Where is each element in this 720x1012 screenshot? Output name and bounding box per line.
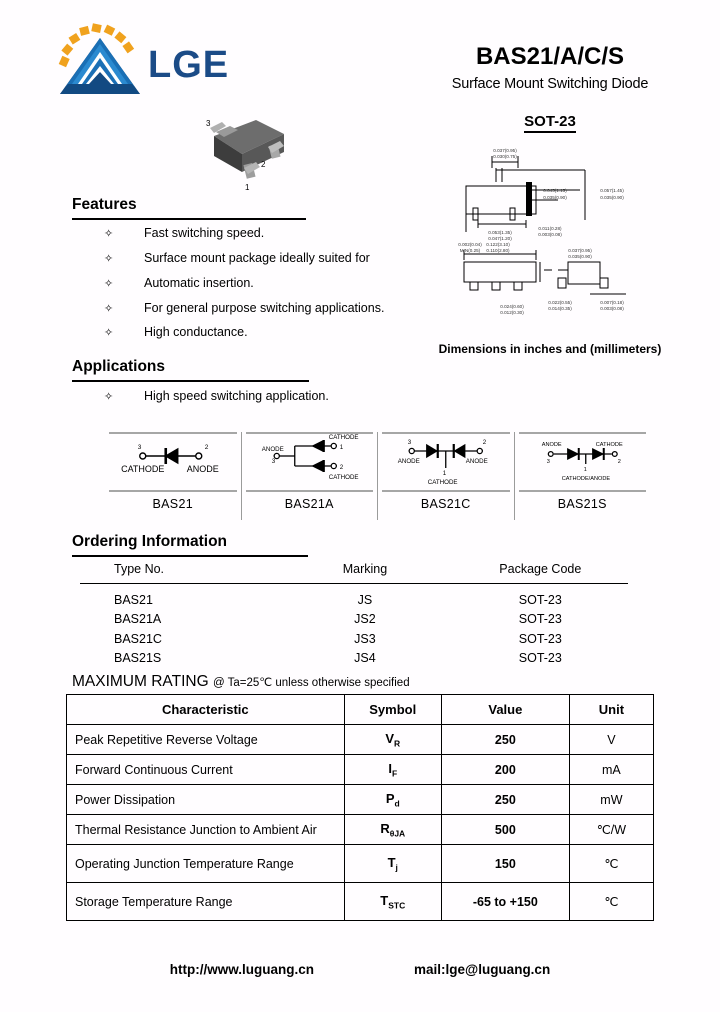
svg-text:0.007(0.18): 0.007(0.18): [600, 300, 624, 305]
svg-text:0.011(0.28): 0.011(0.28): [538, 226, 562, 231]
diamond-bullet-icon: ✧: [104, 302, 114, 315]
table-header-row: [67, 695, 654, 725]
symbol-cell-bas21a: [241, 432, 378, 520]
cell-symbol: $R_{\theta JA}$: [344, 815, 441, 845]
column-header-package-code: Package Code: [499, 562, 582, 576]
svg-text:ANODE: ANODE: [261, 446, 284, 453]
symbol-cell-bas21: [105, 432, 241, 520]
svg-text:0.003(0.08): 0.003(0.08): [600, 306, 624, 311]
applications-heading: Applications: [72, 358, 166, 375]
cell-type-no: BAS21S: [114, 650, 162, 665]
symbol-label: BAS21A: [284, 497, 334, 511]
svg-text:1: 1: [583, 467, 587, 473]
cell-type-no: BAS21: [114, 593, 153, 607]
svg-text:0.053(1.35): 0.053(1.35): [488, 230, 512, 235]
feature-item-4: [104, 325, 248, 339]
svg-text:0.122(3.10): 0.122(3.10): [486, 242, 510, 247]
cell-characteristic: Forward Continuous Current: [67, 755, 345, 785]
cell-bottom-rule: [382, 490, 510, 492]
svg-text:3: 3: [137, 444, 142, 451]
ordering-heading-rule: [72, 555, 308, 557]
cell-package-code: SOT-23: [518, 650, 562, 665]
svg-text:0.022(0.55): 0.022(0.55): [548, 300, 572, 305]
table-row: [80, 584, 628, 611]
svg-text:3: 3: [407, 439, 412, 446]
features-heading: Features: [72, 196, 137, 213]
table-row: [67, 883, 654, 921]
svg-text:0.003(0.08): 0.003(0.08): [538, 232, 562, 237]
cell-unit: ℃/W: [569, 815, 653, 845]
svg-text:2: 2: [261, 160, 266, 169]
diode-symbol-bas21s-icon: [515, 432, 651, 490]
table-row: [67, 845, 654, 883]
svg-text:CATHODE/ANODE: CATHODE/ANODE: [561, 476, 610, 482]
cell-symbol: $T_{STC}$: [344, 883, 441, 921]
cell-unit: mW: [569, 785, 653, 815]
cell-unit: V: [569, 725, 653, 755]
cell-characteristic: Storage Temperature Range: [67, 883, 345, 921]
svg-text:ANODE: ANODE: [397, 458, 420, 465]
cell-symbol: $V_R$: [344, 725, 441, 755]
svg-text:0.012(0.30): 0.012(0.30): [500, 310, 524, 315]
feature-label: Fast switching speed.: [144, 226, 265, 240]
cell-bottom-rule: [109, 490, 237, 492]
cell-characteristic: Operating Junction Temperature Range: [67, 845, 345, 883]
svg-text:1: 1: [245, 183, 250, 192]
svg-text:3: 3: [271, 458, 275, 465]
company-logo: [48, 22, 248, 102]
application-label: High speed switching application.: [144, 389, 329, 403]
feature-label: High conductance.: [144, 325, 248, 339]
svg-text:1: 1: [339, 444, 343, 451]
column-header-unit: Unit: [569, 695, 653, 725]
svg-text:0.030(0.75): 0.030(0.75): [493, 154, 517, 159]
page-footer: [0, 962, 720, 977]
symbol-label: BAS21S: [557, 497, 607, 511]
svg-text:2: 2: [204, 444, 209, 451]
svg-text:CATHODE: CATHODE: [595, 442, 623, 448]
cell-value: 150: [441, 845, 569, 883]
table-row: [67, 755, 654, 785]
svg-text:2: 2: [482, 439, 487, 446]
diamond-bullet-icon: ✧: [104, 227, 114, 240]
diode-symbol-bas21-icon: [105, 432, 241, 490]
table-row: [67, 785, 654, 815]
feature-label: Automatic insertion.: [144, 276, 254, 290]
cell-bottom-rule: [519, 490, 647, 492]
diode-symbol-bas21a-icon: [242, 432, 378, 490]
cell-symbol: $P_d$: [344, 785, 441, 815]
cell-bottom-rule: [246, 490, 374, 492]
applications-heading-rule: [72, 380, 309, 382]
svg-text:0.110(2.80): 0.110(2.80): [486, 248, 510, 253]
cell-value: 250: [441, 725, 569, 755]
email-link[interactable]: mail:lge@luguang.cn: [414, 962, 551, 977]
svg-text:MIN(0.25): MIN(0.25): [459, 248, 481, 253]
logo-wordmark: LGE: [148, 44, 230, 86]
table-row: [67, 815, 654, 845]
symbol-cell-bas21c: [377, 432, 514, 520]
svg-text:2: 2: [617, 459, 621, 465]
svg-text:0.035(0.90): 0.035(0.90): [568, 254, 592, 259]
maximum-rating-table: [66, 694, 654, 921]
diamond-bullet-icon: ✧: [104, 252, 114, 265]
cell-characteristic: Power Dissipation: [67, 785, 345, 815]
diamond-bullet-icon: ✧: [104, 277, 114, 290]
svg-text:CATHODE: CATHODE: [328, 434, 359, 441]
svg-text:3: 3: [206, 119, 211, 128]
feature-item-0: [104, 226, 264, 240]
cell-marking: JS2: [354, 612, 376, 627]
symbol-cell-bas21s: [514, 432, 651, 520]
cell-type-no: BAS21C: [114, 631, 162, 646]
svg-text:0.035(0.90): 0.035(0.90): [543, 195, 567, 200]
sot23-dimension-drawing: [440, 142, 650, 332]
cell-package-code: SOT-23: [518, 593, 562, 607]
svg-text:0.045(1.15): 0.045(1.15): [543, 188, 567, 193]
lge-logo-icon: [54, 22, 146, 100]
sot23-package-photo: [182, 112, 294, 196]
max-rating-title: [72, 673, 410, 691]
feature-item-1: [104, 251, 370, 265]
cell-unit: ℃: [569, 883, 653, 921]
cell-value: -65 to +150: [441, 883, 569, 921]
application-item-0: [104, 389, 329, 403]
cell-unit: mA: [569, 755, 653, 785]
svg-text:0.057(1.45): 0.057(1.45): [600, 188, 624, 193]
cell-marking: JS: [357, 593, 373, 607]
svg-text:CATHODE: CATHODE: [121, 464, 165, 474]
cell-marking: JS3: [354, 631, 376, 646]
svg-text:2: 2: [339, 464, 343, 471]
cell-package-code: SOT-23: [518, 631, 562, 646]
column-header-symbol: Symbol: [344, 695, 441, 725]
ordering-heading: Ordering Information: [72, 533, 227, 550]
page-title: BAS21/A/C/S: [475, 43, 625, 70]
table-row: [80, 649, 628, 668]
feature-label: Surface mount package ideally suited for: [144, 251, 370, 265]
svg-text:CATHODE: CATHODE: [427, 479, 458, 486]
cell-value: 500: [441, 815, 569, 845]
svg-text:ANODE: ANODE: [186, 464, 219, 474]
svg-text:0.035(0.90): 0.035(0.90): [600, 195, 624, 200]
svg-text:0.002(0.04): 0.002(0.04): [458, 242, 482, 247]
feature-label: For general purpose switching applications.: [144, 301, 385, 315]
svg-text:1: 1: [442, 470, 447, 477]
svg-text:0.024(0.60): 0.024(0.60): [500, 304, 524, 309]
svg-text:0.037(0.95): 0.037(0.95): [568, 248, 592, 253]
website-link[interactable]: http://www.luguang.cn: [169, 962, 315, 977]
svg-text:3: 3: [546, 459, 550, 465]
column-header-marking: Marking: [342, 562, 388, 576]
max-rating-condition: @ Ta=25℃ unless otherwise specified: [212, 677, 410, 689]
table-row: [67, 725, 654, 755]
feature-item-2: [104, 276, 254, 290]
cell-package-code: SOT-23: [518, 612, 562, 627]
dimensions-caption: Dimensions in inches and (millimeters): [438, 342, 662, 356]
diode-symbol-bas21c-icon: [378, 432, 514, 490]
svg-text:0.014(0.35): 0.014(0.35): [548, 306, 572, 311]
table-row: [80, 610, 628, 629]
cell-symbol: $I_F$: [344, 755, 441, 785]
diode-symbol-strip: [105, 432, 650, 520]
cell-value: 250: [441, 785, 569, 815]
cell-characteristic: Peak Repetitive Reverse Voltage: [67, 725, 345, 755]
features-heading-rule: [72, 218, 306, 220]
svg-text:ANODE: ANODE: [465, 458, 488, 465]
feature-item-3: [104, 301, 384, 315]
column-header-characteristic: Characteristic: [67, 695, 345, 725]
diamond-bullet-icon: ✧: [104, 390, 114, 403]
cell-symbol: $T_j$: [344, 845, 441, 883]
max-rating-title-text: MAXIMUM RATING: [72, 673, 209, 690]
part-title-block: [400, 44, 700, 92]
symbol-label: BAS21C: [420, 497, 471, 511]
cell-characteristic: Thermal Resistance Junction to Ambient Air: [67, 815, 345, 845]
cell-value: 200: [441, 755, 569, 785]
ordering-information-table: [80, 558, 628, 668]
diamond-bullet-icon: ✧: [104, 326, 114, 339]
symbol-label: BAS21: [152, 497, 193, 511]
svg-text:0.037(0.95): 0.037(0.95): [493, 148, 517, 153]
cell-unit: ℃: [569, 845, 653, 883]
cell-type-no: BAS21A: [114, 612, 162, 627]
package-type-label: SOT-23: [400, 113, 700, 130]
table-header-row: [80, 558, 628, 584]
table-row: [80, 630, 628, 649]
cell-marking: JS4: [354, 650, 376, 665]
column-header-type-no: Type No.: [114, 562, 165, 576]
svg-text:ANODE: ANODE: [541, 442, 562, 448]
svg-text:CATHODE: CATHODE: [328, 474, 359, 481]
svg-text:0.047(1.20): 0.047(1.20): [488, 236, 512, 241]
column-header-value: Value: [441, 695, 569, 725]
page-subtitle: Surface Mount Switching Diode: [451, 76, 649, 93]
